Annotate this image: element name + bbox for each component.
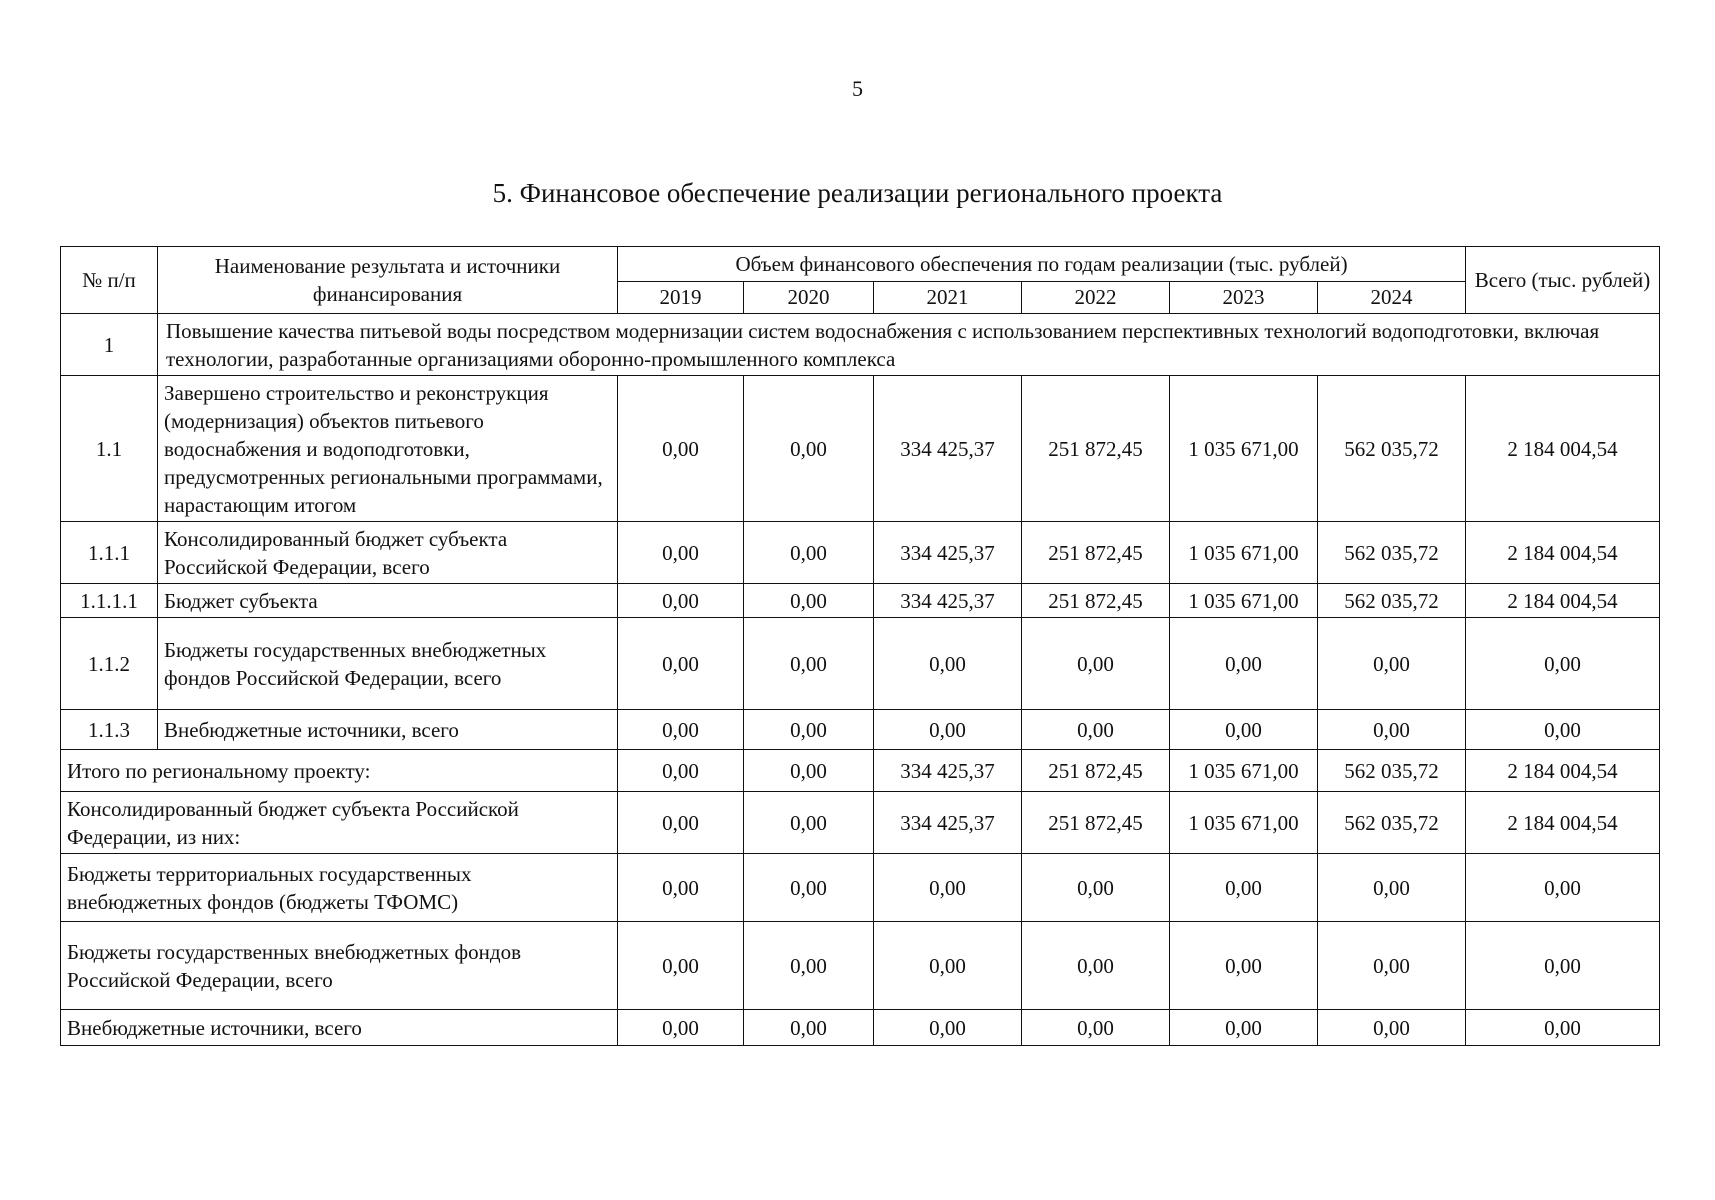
value-cell: 0,00 — [1318, 710, 1466, 750]
value-cell: 1 035 671,00 — [1170, 584, 1318, 618]
financing-table — [60, 246, 1660, 1046]
row-number: 1.1.2 — [61, 618, 158, 710]
value-cell: 251 872,45 — [1022, 522, 1170, 584]
page-title: 5. Финансовое обеспечение реализации регионального проекта — [492, 178, 1223, 208]
value-cell: 0,00 — [618, 922, 744, 1010]
value-cell: 1 035 671,00 — [1170, 792, 1318, 854]
value-cell: 0,00 — [1170, 922, 1318, 1010]
value-cell: 0,00 — [744, 854, 874, 922]
value-cell: 334 425,37 — [874, 750, 1022, 792]
value-cell: 0,00 — [1318, 854, 1466, 922]
value-cell: 0,00 — [744, 750, 874, 792]
value-cell: 1 035 671,00 — [1170, 750, 1318, 792]
value-cell: 562 035,72 — [1318, 792, 1466, 854]
value-cell: 0,00 — [1022, 922, 1170, 1010]
value-cell: 0,00 — [1022, 854, 1170, 922]
value-cell: 251 872,45 — [1022, 584, 1170, 618]
goal-text: Повышение качества питьевой воды посредством модернизации систем водоснабжения с использованием перспективных технологий водоподготовки, включая технологии, разработанные организациями оборонно-промышленного комплекса — [158, 314, 1660, 376]
value-cell: 562 035,72 — [1318, 522, 1466, 584]
value-cell: 0,00 — [618, 710, 744, 750]
row-name: Консолидированный бюджет субъекта Российской Федерации, всего — [158, 522, 618, 584]
value-cell: 0,00 — [874, 854, 1022, 922]
value-cell: 0,00 — [618, 792, 744, 854]
value-cell: 334 425,37 — [874, 376, 1022, 522]
value-cell: 0,00 — [618, 376, 744, 522]
header-year: 2021 — [874, 281, 1022, 314]
value-cell: 0,00 — [744, 922, 874, 1010]
value-cell: 0,00 — [744, 522, 874, 584]
total-cell: 2 184 004,54 — [1466, 750, 1660, 792]
table-row — [61, 522, 1660, 584]
value-cell: 0,00 — [1318, 1010, 1466, 1046]
value-cell: 0,00 — [618, 584, 744, 618]
summary-row — [61, 1010, 1660, 1046]
goal-row — [61, 314, 1660, 376]
header-no: № п/п — [61, 247, 158, 314]
header-year: 2020 — [744, 281, 874, 314]
total-cell: 2 184 004,54 — [1466, 522, 1660, 584]
total-cell: 0,00 — [1466, 618, 1660, 710]
header-year: 2022 — [1022, 281, 1170, 314]
value-cell: 0,00 — [744, 792, 874, 854]
header-year: 2023 — [1170, 281, 1318, 314]
table-row — [61, 710, 1660, 750]
value-cell: 1 035 671,00 — [1170, 376, 1318, 522]
row-name: Бюджеты государственных внебюджетных фондов Российской Федерации, всего — [158, 618, 618, 710]
value-cell: 0,00 — [618, 618, 744, 710]
summary-row — [61, 922, 1660, 1010]
value-cell: 1 035 671,00 — [1170, 522, 1318, 584]
summary-name: Бюджеты территориальных государственных внебюджетных фондов (бюджеты ТФОМС) — [61, 854, 618, 922]
summary-row — [61, 792, 1660, 854]
value-cell: 0,00 — [618, 750, 744, 792]
value-cell: 0,00 — [618, 522, 744, 584]
summary-name: Внебюджетные источники, всего — [61, 1010, 618, 1046]
value-cell: 0,00 — [874, 1010, 1022, 1046]
value-cell: 0,00 — [618, 1010, 744, 1046]
total-cell: 2 184 004,54 — [1466, 584, 1660, 618]
total-cell: 0,00 — [1466, 1010, 1660, 1046]
header-name: Наименование результата и источники финансирования — [158, 247, 618, 314]
value-cell: 0,00 — [744, 1010, 874, 1046]
total-cell: 0,00 — [1466, 922, 1660, 1010]
total-cell: 2 184 004,54 — [1466, 376, 1660, 522]
value-cell: 0,00 — [874, 710, 1022, 750]
header-year: 2024 — [1318, 281, 1466, 314]
row-name: Внебюджетные источники, всего — [158, 710, 618, 750]
summary-row — [61, 854, 1660, 922]
value-cell: 0,00 — [874, 922, 1022, 1010]
value-cell: 562 035,72 — [1318, 376, 1466, 522]
value-cell: 334 425,37 — [874, 792, 1022, 854]
header-year: 2019 — [618, 281, 744, 314]
value-cell: 251 872,45 — [1022, 376, 1170, 522]
row-name: Завершено строительство и реконструкция (модернизация) объектов питьевого водоснабжения и водоподготовки, предусмотренных региональными программами, нарастающим итогом — [158, 376, 618, 522]
value-cell: 0,00 — [1170, 1010, 1318, 1046]
header-total: Всего (тыс. рублей) — [1466, 247, 1660, 314]
value-cell: 0,00 — [744, 618, 874, 710]
value-cell: 0,00 — [1022, 618, 1170, 710]
value-cell: 0,00 — [1022, 1010, 1170, 1046]
row-number: 1.1.1 — [61, 522, 158, 584]
table-row — [61, 376, 1660, 522]
total-cell: 0,00 — [1466, 854, 1660, 922]
row-number: 1 — [61, 314, 158, 376]
value-cell: 334 425,37 — [874, 584, 1022, 618]
summary-name: Бюджеты государственных внебюджетных фондов Российской Федерации, всего — [61, 922, 618, 1010]
summary-name: Итого по региональному проекту: — [61, 750, 618, 792]
row-number: 1.1.1.1 — [61, 584, 158, 618]
page-number: 5 — [852, 76, 863, 101]
value-cell: 334 425,37 — [874, 522, 1022, 584]
header-volume: Объем финансового обеспечения по годам реализации (тыс. рублей) — [618, 247, 1466, 282]
value-cell: 562 035,72 — [1318, 750, 1466, 792]
value-cell: 0,00 — [1318, 618, 1466, 710]
value-cell: 0,00 — [1170, 618, 1318, 710]
row-name: Бюджет субъекта — [158, 584, 618, 618]
value-cell: 0,00 — [744, 376, 874, 522]
value-cell: 0,00 — [1318, 922, 1466, 1010]
total-cell: 2 184 004,54 — [1466, 792, 1660, 854]
value-cell: 562 035,72 — [1318, 584, 1466, 618]
value-cell: 251 872,45 — [1022, 750, 1170, 792]
value-cell: 0,00 — [1022, 710, 1170, 750]
value-cell: 0,00 — [874, 618, 1022, 710]
summary-name: Консолидированный бюджет субъекта Российской Федерации, из них: — [61, 792, 618, 854]
value-cell: 251 872,45 — [1022, 792, 1170, 854]
value-cell: 0,00 — [744, 710, 874, 750]
summary-row — [61, 750, 1660, 792]
value-cell: 0,00 — [1170, 710, 1318, 750]
table-row — [61, 584, 1660, 618]
value-cell: 0,00 — [744, 584, 874, 618]
table-row — [61, 618, 1660, 710]
row-number: 1.1 — [61, 376, 158, 522]
total-cell: 0,00 — [1466, 710, 1660, 750]
value-cell: 0,00 — [1170, 854, 1318, 922]
header-row — [61, 247, 1660, 282]
value-cell: 0,00 — [618, 854, 744, 922]
row-number: 1.1.3 — [61, 710, 158, 750]
